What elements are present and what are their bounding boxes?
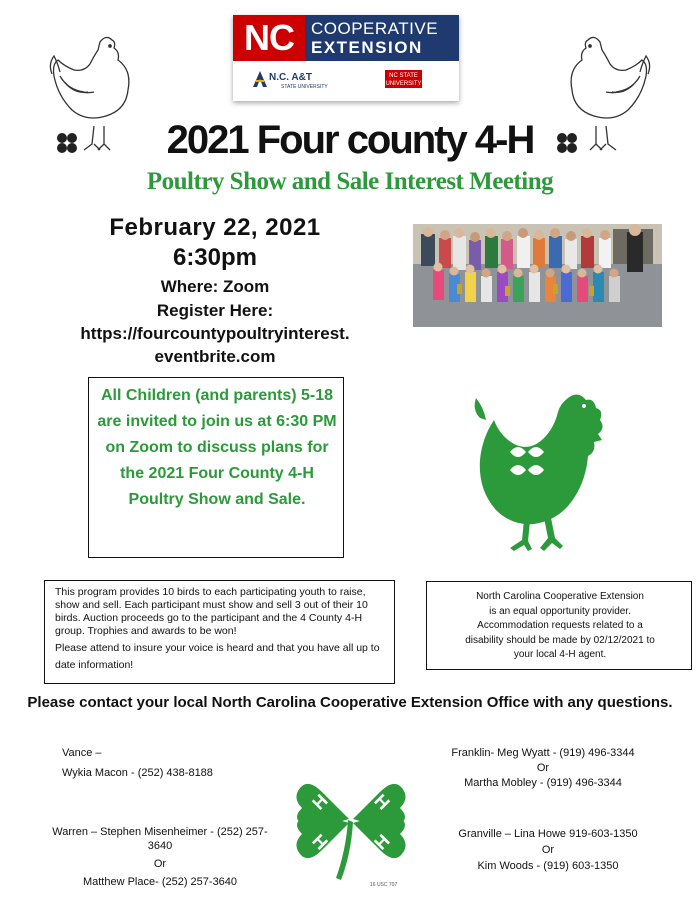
logo-ncstate-line2: UNIVERSITY bbox=[385, 81, 422, 87]
event-time: 6:30pm bbox=[172, 244, 258, 271]
warren-or: Or bbox=[153, 858, 167, 870]
nc-cooperative-extension-logo bbox=[233, 15, 459, 101]
group-photo-illustration bbox=[413, 224, 662, 327]
program-description: This program provides 10 birds to each participating youth to raise, show and sell. Each participant must show and sell 3 out of their 10 birds. Auction proceeds go to the participant and the 4 County 4-H group. Trophies and awards to be won! bbox=[55, 586, 368, 637]
svg-text:H: H bbox=[308, 790, 332, 814]
granville-contact-2: Kim Woods - (919) 603-1350 bbox=[477, 860, 619, 872]
eo-line-1: North Carolina Cooperative Extension bbox=[476, 591, 644, 602]
eo-line-4: disability should be made by 02/12/2021 to bbox=[465, 634, 655, 646]
eo-line-2: is an equal opportunity provider. bbox=[489, 605, 631, 617]
invitation-box bbox=[88, 377, 344, 558]
eo-line-5: your local 4-H agent. bbox=[513, 649, 607, 660]
svg-text:H: H bbox=[370, 830, 394, 854]
warren-contact-1: Warren – Stephen Misenheimer - (252) 257-3640 bbox=[52, 826, 268, 852]
svg-text:H: H bbox=[308, 830, 332, 854]
granville-contact-1: Granville – Lina Howe 919-603-1350 bbox=[458, 828, 638, 840]
attendance-note: Please attend to insure your voice is heard and that you have all up to date information! bbox=[55, 642, 380, 671]
event-location: Where: Zoom bbox=[160, 277, 270, 296]
logo-ncat-name: N.C. A&T bbox=[269, 72, 312, 83]
logo-nc-mark: NC bbox=[233, 15, 305, 61]
contact-heading: Please contact your local North Carolina Cooperative Extension Office with any questions. bbox=[27, 694, 673, 711]
page-title: 2021 Four county 4-H bbox=[166, 118, 534, 162]
register-label: Register Here: bbox=[156, 301, 274, 320]
warren-contacts bbox=[44, 825, 276, 889]
register-url-line2[interactable]: eventbrite.com bbox=[154, 347, 276, 366]
franklin-contact-1: Franklin- Meg Wyatt - (919) 496-3344 bbox=[451, 747, 635, 759]
logo-cooperative-text: COOPERATIVE bbox=[311, 19, 439, 38]
equal-opportunity-text bbox=[431, 590, 689, 663]
event-details bbox=[55, 213, 375, 368]
event-date: February 22, 2021 bbox=[109, 214, 321, 241]
vance-contact: Wykia Macon - (252) 438-8188 bbox=[62, 767, 213, 779]
program-description-box bbox=[44, 580, 395, 684]
logo-wordmark bbox=[305, 15, 459, 61]
clover-emblem-mark: 16 USC 707 bbox=[370, 882, 398, 888]
franklin-contacts bbox=[443, 743, 643, 793]
granville-or: Or bbox=[541, 844, 555, 856]
svg-text:H: H bbox=[370, 790, 394, 814]
warren-contact-2: Matthew Place- (252) 257-3640 bbox=[82, 876, 238, 888]
granville-contacts bbox=[448, 826, 648, 874]
franklin-or: Or bbox=[536, 762, 550, 774]
eo-line-3: Accommodation requests related to a bbox=[477, 620, 643, 631]
four-h-clover-icon bbox=[292, 762, 410, 890]
aggie-logo-icon bbox=[253, 71, 267, 87]
equal-opportunity-box bbox=[426, 581, 692, 670]
group-photo bbox=[413, 224, 662, 327]
logo-ncstate-line1: NC STATE bbox=[389, 73, 418, 79]
green-rooster-icon bbox=[472, 392, 612, 558]
invitation-text: All Children (and parents) 5-18 are invited to join us at 6:30 PM on Zoom to discuss plans for the 2021 Four County 4-H Poultry Show and Sale. bbox=[97, 387, 337, 508]
franklin-contact-2: Martha Mobley - (919) 496-3344 bbox=[464, 777, 622, 789]
logo-ncat-sub: STATE UNIVERSITY bbox=[281, 84, 328, 90]
logo-extension-text: EXTENSION bbox=[311, 38, 423, 57]
register-url-line1[interactable]: https://fourcountypoultryinterest. bbox=[80, 324, 350, 343]
vance-label: Vance – bbox=[62, 747, 102, 759]
logo-ncstate bbox=[385, 70, 422, 88]
page-subtitle: Poultry Show and Sale Interest Meeting bbox=[146, 168, 554, 195]
